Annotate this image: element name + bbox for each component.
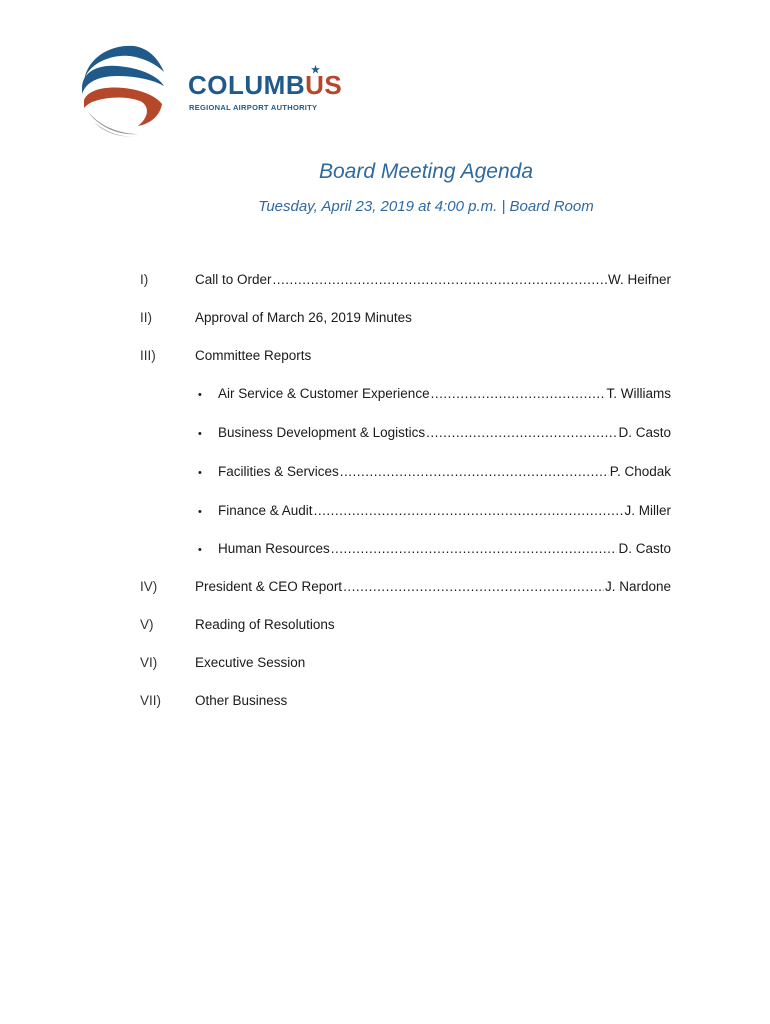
agenda-item-number: II) (140, 310, 152, 325)
agenda-item-label: Reading of Resolutions (195, 617, 335, 632)
leader-dots (314, 501, 624, 521)
agenda-item (140, 653, 671, 673)
leader-dots (331, 539, 618, 559)
agenda-item-label: Committee Reports (195, 348, 312, 363)
agenda-item-number: V) (140, 617, 154, 632)
agenda-item (140, 691, 671, 711)
star-icon (311, 65, 320, 74)
bullet-icon: • (198, 544, 202, 556)
leader-dots (343, 577, 604, 597)
globe-swoosh-icon (78, 42, 178, 138)
committee-item (140, 501, 671, 521)
committee-presenter: D. Casto (618, 425, 671, 440)
agenda-item (140, 346, 671, 366)
columbus-airport-logo (78, 42, 368, 138)
agenda-item (140, 270, 671, 290)
bullet-icon: • (198, 389, 202, 401)
agenda-item (140, 577, 671, 597)
agenda-item-label: President & CEO Report (195, 579, 343, 594)
logo-wordmark (188, 72, 342, 98)
logo-wordmark-main: COLUMB (188, 70, 306, 100)
agenda-item-number: IV) (140, 579, 158, 594)
logo-wordmark-accent: U (305, 70, 325, 100)
committee-item (140, 384, 671, 404)
committee-presenter: D. Casto (618, 541, 671, 556)
agenda-item-label: Call to Order (195, 272, 272, 287)
agenda-item-number: III) (140, 348, 156, 363)
leader-dots (426, 423, 617, 443)
leader-dots (340, 462, 609, 482)
logo-subtitle: REGIONAL AIRPORT AUTHORITY (189, 103, 318, 112)
agenda-item-label: Approval of March 26, 2019 Minutes (195, 310, 412, 325)
bullet-icon: • (198, 428, 202, 440)
page-title: Board Meeting Agenda (318, 160, 534, 183)
agenda-item (140, 308, 671, 328)
bullet-icon: • (198, 467, 202, 479)
committee-item (140, 539, 671, 559)
bullet-icon: • (198, 506, 202, 518)
agenda-item-number: VII) (140, 693, 162, 708)
committee-label: Finance & Audit (218, 503, 313, 518)
committee-label: Air Service & Customer Experience (218, 386, 430, 401)
agenda-item-presenter: J. Nardone (604, 579, 671, 594)
agenda-item (140, 615, 671, 635)
committee-presenter: J. Miller (624, 503, 671, 518)
leader-dots (431, 384, 606, 404)
committee-label: Business Development & Logistics (218, 425, 426, 440)
committee-item (140, 462, 671, 482)
agenda-item-label: Other Business (195, 693, 288, 708)
agenda-item-number: I) (140, 272, 149, 287)
leader-dots (273, 270, 607, 290)
logo-wordmark-end: S (324, 70, 343, 100)
committee-presenter: T. Williams (606, 386, 671, 401)
agenda-item-presenter: W. Heifner (607, 272, 671, 287)
committee-label: Human Resources (218, 541, 330, 556)
agenda-item-number: VI) (140, 655, 158, 670)
committee-label: Facilities & Services (218, 464, 339, 479)
agenda-item-label: Executive Session (195, 655, 306, 670)
meeting-subtitle: Tuesday, April 23, 2019 at 4:00 p.m. | Board Room (258, 198, 594, 215)
committee-presenter: P. Chodak (609, 464, 671, 479)
committee-item (140, 423, 671, 443)
